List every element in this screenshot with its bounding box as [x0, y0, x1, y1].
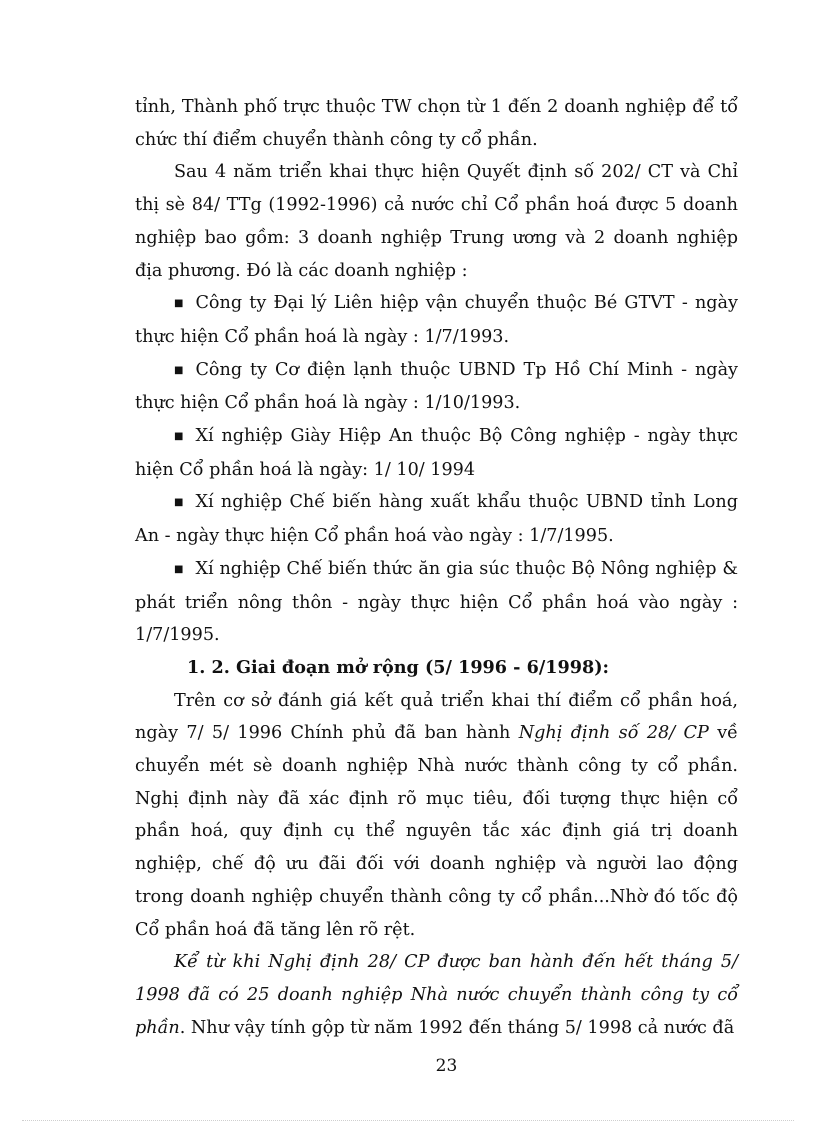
- section-heading: 1. 2. Giai đoạn mở rộng (5/ 1996 - 6/1998):: [187, 656, 610, 678]
- paragraph: [135, 946, 738, 1044]
- square-bullet-icon: ■: [174, 497, 184, 509]
- bullet-item: [135, 486, 738, 552]
- italic-statement: Kể từ khi Nghị định 28/ CP được ban hành đến hết tháng 5/ 1998 đã có 25 doanh nghiệp Nhà nước chuyển thành công ty cổ phần: [135, 952, 738, 1038]
- paragraph: Sau 4 năm triển khai thực hiện Quyết định số 202/ CT và Chỉ thị sè 84/ TTg (1992-1996) cả nước chỉ Cổ phần hoá được 5 doanh nghiệp bao gồm: 3 doanh nghiệp Trung ương và 2 doanh nghiệp địa phương. Đó là các doanh nghiệp :: [135, 162, 738, 281]
- square-bullet-icon: ■: [174, 364, 184, 376]
- paragraph-text: Trên cơ sở đánh giá kết quả triển khai thí điểm cổ phần hoá, ngày 7/ 5/ 1996 Chính phủ đã ban hành: [135, 690, 738, 744]
- bullet-item: [135, 354, 738, 420]
- bullet-text: Xí nghiệp Giày Hiệp An thuộc Bộ Công nghiệp - ngày thực hiện Cổ phần hoá là ngày: 1/ 10/ 1994: [135, 426, 738, 480]
- decree-reference: Nghị định số 28/ CP: [518, 723, 709, 744]
- bullet-item: [135, 287, 738, 353]
- bullet-text: Công ty Đại lý Liên hiệp vận chuyển thuộc Bé GTVT - ngày thực hiện Cổ phần hoá là ngày : 1/7/1993.: [135, 293, 738, 347]
- bullet-item: [135, 553, 738, 652]
- body-text: [135, 91, 738, 1044]
- square-bullet-icon: ■: [174, 563, 184, 575]
- square-bullet-icon: ■: [174, 298, 184, 310]
- bullet-text: Xí nghiệp Chế biến thức ăn gia súc thuộc Bộ Nông nghiệp & phát triển nông thôn - ngày thực hiện Cổ phần hoá vào ngày : 1/7/1995.: [135, 558, 738, 646]
- paragraph-text: về chuyển mét sè doanh nghiệp Nhà nước thành công ty cổ phần. Nghị định này đã xác định rõ mục tiêu, đối tượng thực hiện cổ phần hoá, quy định cụ thể nguyên tắc xác định giá trị doanh nghiệp, chế độ ưu đãi đối với doanh nghiệp và người lao động trong doanh nghiệp chuyển thành công ty cổ phần...Nhờ đó tốc độ Cổ phần hoá đã tăng lên rõ rệt.: [135, 723, 739, 940]
- page-number: 23: [435, 1056, 458, 1076]
- paragraph: [135, 685, 738, 947]
- paragraph-continuation: tỉnh, Thành phố trực thuộc TW chọn từ 1 đến 2 doanh nghiệp để tổ chức thí điểm chuyển thành công ty cổ phần.: [135, 97, 738, 150]
- bullet-item: [135, 420, 738, 486]
- square-bullet-icon: ■: [174, 431, 184, 443]
- paragraph-text: . Như vậy tính gộp từ năm 1992 đến tháng 5/ 1998 cả nước đã: [179, 1017, 735, 1038]
- page-bottom-divider: [22, 1120, 794, 1121]
- bullet-text: Xí nghiệp Chế biến hàng xuất khẩu thuộc UBND tỉnh Long An - ngày thực hiện Cổ phần hoá vào ngày : 1/7/1995.: [135, 492, 738, 547]
- bullet-text: Công ty Cơ điện lạnh thuộc UBND Tp Hồ Chí Minh - ngày thực hiện Cổ phần hoá là ngày : 1/10/1993.: [135, 359, 738, 414]
